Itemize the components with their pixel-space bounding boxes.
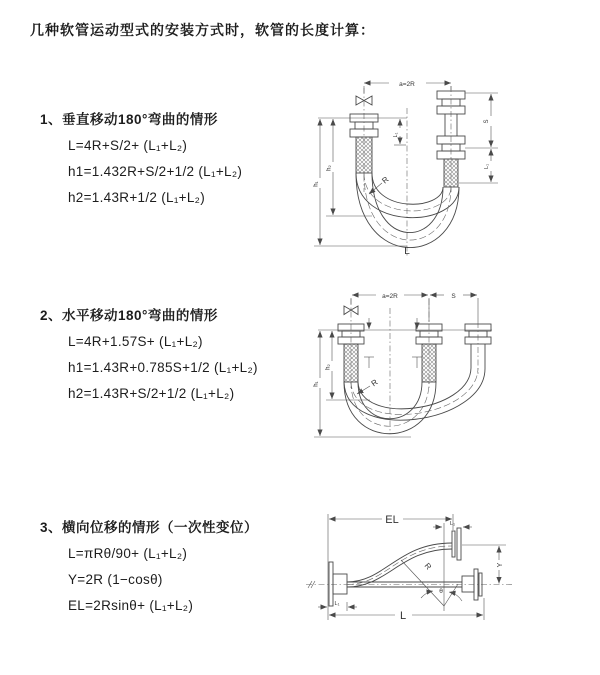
formula-line: L=4R+1.57S+ (L₁+L₂) (68, 334, 203, 349)
dim-h2-label: h₂ (326, 165, 333, 171)
section-1 (40, 108, 310, 216)
dimension-a-2r (352, 293, 428, 300)
dim-l-label: L (399, 610, 407, 622)
radius-callout (401, 560, 444, 606)
dimension-el (329, 514, 452, 526)
dimension-h2 (327, 119, 334, 215)
dim-s-label: S (451, 293, 456, 300)
formula-line: Y=2R (1−cosθ) (68, 572, 163, 587)
formula-line: h1=1.43R+0.785S+1/2 (L₁+L₂) (68, 360, 258, 375)
dimension-s (484, 94, 491, 147)
diagram-lateral-displacement (300, 498, 592, 668)
dimension-s (430, 293, 477, 300)
dim-h2-label: h₂ (325, 364, 332, 370)
hose-u-curve-position2 (344, 368, 485, 420)
dimension-l1-left (318, 601, 357, 611)
dimension-y (497, 546, 504, 584)
hose-u-curve-upper (356, 173, 459, 218)
dimension-l (329, 610, 483, 622)
radius-label: R (369, 377, 380, 389)
fitting-reference-arrows (364, 318, 422, 368)
formula-line: h1=1.432R+S/2+1/2 (L₁+L₂) (68, 164, 243, 179)
page-title: 几种软管运动型式的安装方式时，软管的长度计算： (30, 22, 375, 38)
formula-block (40, 138, 310, 205)
dim-h1-label: h₁ (313, 381, 320, 387)
hose-displaced-curve (347, 543, 452, 587)
formula-line: L=πRθ/90+ (L₁+L₂) (68, 546, 188, 561)
angle-theta-label: θ (439, 588, 443, 595)
dim-l1-label: L₁ (393, 132, 399, 138)
section-heading: 2、水平移动180°弯曲的情形 (40, 308, 218, 323)
braided-hose-section (344, 344, 358, 382)
dim-a2r-label: a=2R (382, 293, 398, 300)
radius-label: R (380, 174, 391, 186)
dim-s-label: S (484, 119, 490, 124)
left-flange (329, 562, 347, 606)
dimension-h2 (326, 331, 333, 399)
dim-h1-label: h₁ (313, 181, 320, 187)
diagram-horizontal-180-bend (306, 276, 596, 476)
formula-block (40, 334, 310, 401)
section-2 (40, 304, 310, 412)
radius-label: R (422, 561, 434, 572)
dim-l1-label: L₁ (484, 164, 490, 169)
section-heading: 3、横向位移的情形（一次性变位） (40, 520, 259, 535)
dim-el-label: EL (385, 514, 399, 526)
braided-hose-section (422, 344, 436, 382)
dimension-h1 (314, 331, 321, 436)
formula-line: h2=1.43R+1/2 (L₁+L₂) (68, 190, 206, 205)
dimension-h1 (314, 119, 321, 245)
length-label: L (404, 246, 410, 257)
formula-line: h2=1.43R+S/2+1/2 (L₁+L₂) (68, 386, 235, 401)
formula-line: L=4R+S/2+ (L₁+L₂) (68, 138, 188, 153)
section-heading: 1、垂直移动180°弯曲的情形 (40, 112, 218, 127)
braided-hose-section (356, 137, 372, 173)
dimension-l1-right (484, 149, 491, 182)
dim-l1-label: L₁ (450, 521, 455, 527)
dimension-l1-top (433, 521, 472, 527)
formula-block (40, 546, 310, 613)
dim-y-label: Y (497, 562, 504, 568)
section-3 (40, 516, 310, 624)
formula-line: EL=2Rsinθ+ (L₁+L₂) (68, 598, 194, 613)
upper-right-flange (452, 528, 461, 560)
diagram-vertical-180-bend (306, 66, 596, 266)
dim-l1-label: L₁ (334, 601, 340, 607)
dim-a2r-label: a=2R (399, 81, 415, 88)
braided-hose-section (444, 159, 458, 187)
dimension-l1-left (393, 119, 406, 145)
